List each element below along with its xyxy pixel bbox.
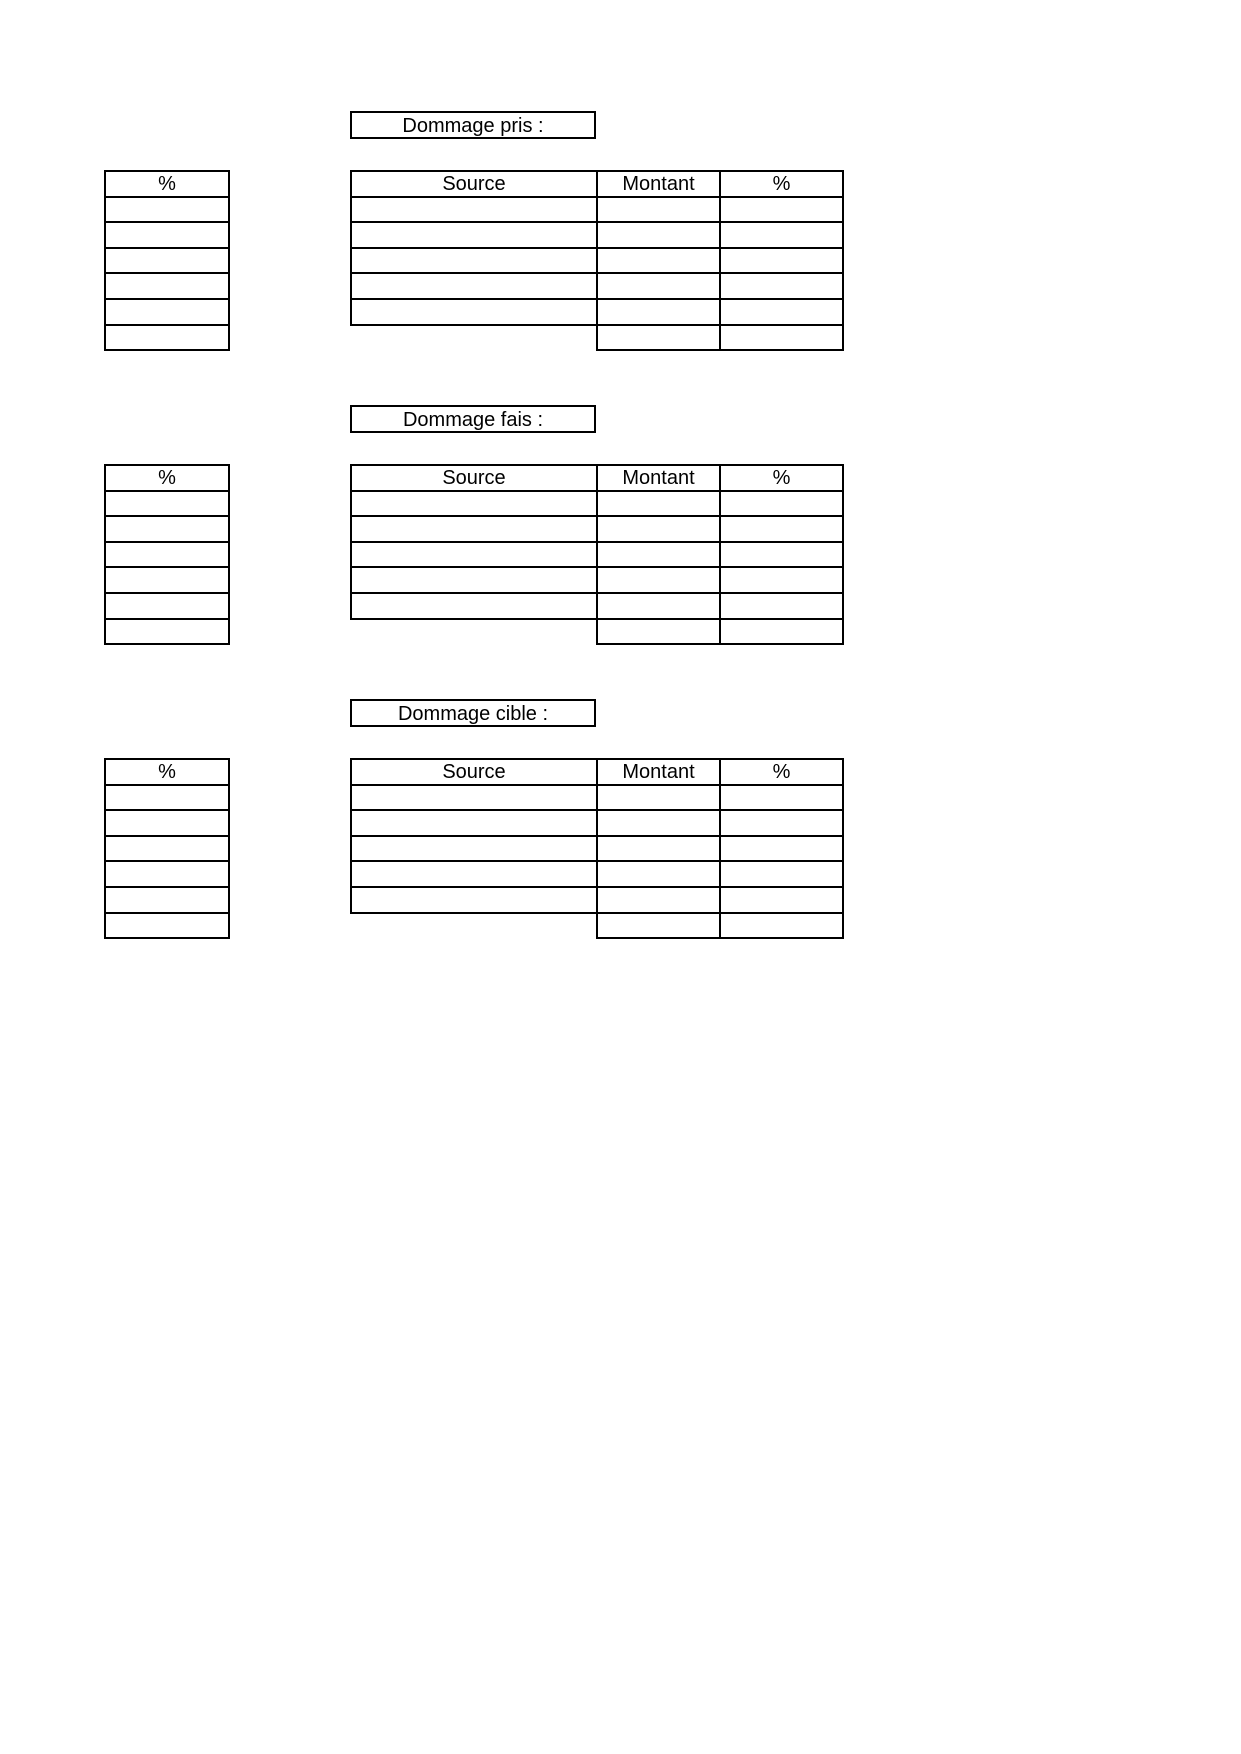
section-title-dommage-fais: Dommage fais : — [350, 405, 596, 433]
percent-cell[interactable] — [105, 785, 229, 811]
percent-cell[interactable] — [105, 810, 229, 836]
source-header: Source — [351, 759, 597, 785]
montant-header: Montant — [597, 171, 720, 197]
source-cell[interactable] — [351, 491, 597, 517]
table-row — [351, 516, 843, 542]
pct-header: % — [720, 465, 843, 491]
percent-cell[interactable] — [105, 273, 229, 299]
pct-cell[interactable] — [720, 248, 843, 274]
table-row — [351, 273, 843, 299]
montant-header: Montant — [597, 759, 720, 785]
montant-cell[interactable] — [597, 273, 720, 299]
table-row — [351, 810, 843, 836]
pct-total-cell[interactable] — [720, 913, 843, 939]
percent-cell[interactable] — [105, 593, 229, 619]
source-cell[interactable] — [351, 887, 597, 913]
montant-cell[interactable] — [597, 491, 720, 517]
montant-cell[interactable] — [597, 299, 720, 325]
pct-cell[interactable] — [720, 197, 843, 223]
source-cell[interactable] — [351, 197, 597, 223]
percent-table-dommage-pris — [104, 170, 230, 351]
source-cell[interactable] — [351, 542, 597, 568]
table-header-row — [351, 171, 843, 197]
montant-cell[interactable] — [597, 861, 720, 887]
montant-cell[interactable] — [597, 516, 720, 542]
table-row — [351, 222, 843, 248]
percent-cell[interactable] — [105, 567, 229, 593]
percent-header: % — [105, 759, 229, 785]
source-cell[interactable] — [351, 248, 597, 274]
source-table-dommage-pris — [350, 170, 844, 351]
percent-cell[interactable] — [105, 516, 229, 542]
table-row — [351, 861, 843, 887]
montant-cell[interactable] — [597, 593, 720, 619]
pct-header: % — [720, 759, 843, 785]
montant-cell[interactable] — [597, 248, 720, 274]
total-row — [351, 619, 843, 645]
pct-cell[interactable] — [720, 542, 843, 568]
montant-total-cell[interactable] — [597, 325, 720, 351]
table-header-row — [351, 759, 843, 785]
pct-cell[interactable] — [720, 299, 843, 325]
montant-cell[interactable] — [597, 810, 720, 836]
source-cell[interactable] — [351, 785, 597, 811]
percent-header: % — [105, 171, 229, 197]
table-row — [351, 248, 843, 274]
pct-cell[interactable] — [720, 861, 843, 887]
montant-cell[interactable] — [597, 222, 720, 248]
source-cell[interactable] — [351, 836, 597, 862]
source-cell[interactable] — [351, 861, 597, 887]
montant-cell[interactable] — [597, 785, 720, 811]
table-header-row — [351, 465, 843, 491]
pct-cell[interactable] — [720, 887, 843, 913]
percent-cell[interactable] — [105, 248, 229, 274]
source-header: Source — [351, 465, 597, 491]
table-row — [351, 887, 843, 913]
montant-total-cell[interactable] — [597, 619, 720, 645]
percent-table-dommage-cible — [104, 758, 230, 939]
table-row — [351, 197, 843, 223]
table-row — [351, 593, 843, 619]
source-table-dommage-cible — [350, 758, 844, 939]
pct-total-cell[interactable] — [720, 325, 843, 351]
percent-table-dommage-fais — [104, 464, 230, 645]
montant-cell[interactable] — [597, 542, 720, 568]
table-row — [351, 836, 843, 862]
source-cell[interactable] — [351, 810, 597, 836]
pct-cell[interactable] — [720, 785, 843, 811]
percent-header: % — [105, 465, 229, 491]
percent-cell[interactable] — [105, 222, 229, 248]
source-cell[interactable] — [351, 299, 597, 325]
empty-cell — [351, 619, 597, 645]
table-row — [351, 491, 843, 517]
pct-cell[interactable] — [720, 810, 843, 836]
percent-cell[interactable] — [105, 861, 229, 887]
percent-cell[interactable] — [105, 325, 229, 351]
pct-header: % — [720, 171, 843, 197]
pct-cell[interactable] — [720, 222, 843, 248]
pct-cell[interactable] — [720, 273, 843, 299]
pct-total-cell[interactable] — [720, 619, 843, 645]
table-row — [351, 567, 843, 593]
section-title-dommage-pris: Dommage pris : — [350, 111, 596, 139]
source-cell[interactable] — [351, 593, 597, 619]
percent-cell[interactable] — [105, 299, 229, 325]
montant-total-cell[interactable] — [597, 913, 720, 939]
pct-cell[interactable] — [720, 593, 843, 619]
percent-cell[interactable] — [105, 619, 229, 645]
pct-cell[interactable] — [720, 836, 843, 862]
montant-header: Montant — [597, 465, 720, 491]
source-table-dommage-fais — [350, 464, 844, 645]
source-cell[interactable] — [351, 516, 597, 542]
total-row — [351, 325, 843, 351]
percent-cell[interactable] — [105, 197, 229, 223]
percent-cell[interactable] — [105, 836, 229, 862]
table-row — [351, 785, 843, 811]
pct-cell[interactable] — [720, 567, 843, 593]
source-header: Source — [351, 171, 597, 197]
table-row — [351, 299, 843, 325]
section-title-dommage-cible: Dommage cible : — [350, 699, 596, 727]
percent-cell[interactable] — [105, 542, 229, 568]
percent-cell[interactable] — [105, 913, 229, 939]
table-row — [351, 542, 843, 568]
empty-cell — [351, 913, 597, 939]
empty-cell — [351, 325, 597, 351]
total-row — [351, 913, 843, 939]
montant-cell[interactable] — [597, 197, 720, 223]
source-cell[interactable] — [351, 273, 597, 299]
montant-cell[interactable] — [597, 567, 720, 593]
percent-cell[interactable] — [105, 491, 229, 517]
pct-cell[interactable] — [720, 491, 843, 517]
montant-cell[interactable] — [597, 887, 720, 913]
source-cell[interactable] — [351, 222, 597, 248]
montant-cell[interactable] — [597, 836, 720, 862]
pct-cell[interactable] — [720, 516, 843, 542]
percent-cell[interactable] — [105, 887, 229, 913]
source-cell[interactable] — [351, 567, 597, 593]
